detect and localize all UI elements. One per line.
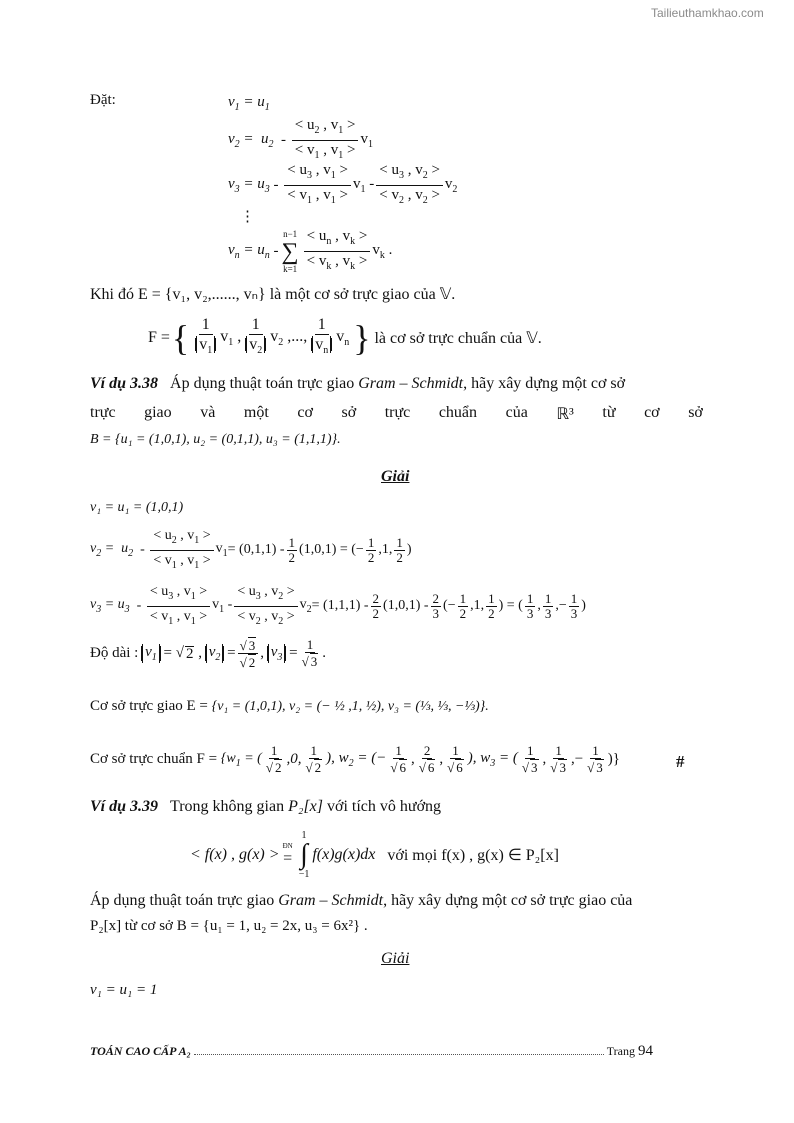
example-338-line1: Ví dụ 3.38 Áp dụng thuật toán trực giao Gram – Schmidt, hãy xây dựng một cơ sở [90,375,626,392]
sol-v3: $v_3 = u_3$ - $\frac{< u_3 , v_1 >}{< v_1 , v_1 >}$ $v_1$ - $\frac{< u_3 , v_2 >}{< v_2 , v_2 >}$ $v_2$ = (1,1,1) - $\frac{2}{2}$ (1,0,1) - $\frac{2}{3}$ (− $\frac{1}{2}$ ,1, $\frac{1}{2}$ ) = ( $\frac{1}{3}$ , $\frac{1}{3}$ ,− $\frac{1}{3}$ ) [90,584,586,627]
solution-title-1: Giải [381,468,410,485]
example-338-basis: B = {u₁ = (1,0,1), u₂ = (0,1,1), u₃ = (1,1,1)}. [90,432,341,447]
orthonormal-basis-line: Cơ sở trực chuẩn F = {$w_1$ = ( $\frac{1}{√ 2}$ ,0, $\frac{1}{√ 2}$ ), $w_2$ = (− $\frac{1}{√ 6}$ , $\frac{2}{√ 6}$ , $\frac{1}{√ 6}$ ), $w_3$ = ( $\frac{1}{√ 3}$ , $\frac{1}{√ 3}$ ,− $\frac{1}{√ 3}$ )} [90,743,620,775]
footer-page-label: Trang [606,1044,635,1058]
example-339-line2: Áp dụng thuật toán trực giao Gram – Schmidt, hãy xây dựng một cơ sở trực giao của [90,892,633,909]
footer-dotted-line [194,1054,604,1055]
inner-product-definition: < f(x) , g(x) > ĐN = 1 ∫ −1 f(x)g(x)dx với mọi f(x) , g(x) ∈ P₂[x] [190,830,559,880]
orthonormal-general: F = { $\frac{1}{v_1}$ $v_1$ , $\frac{1}{v_2}$ $v_2$ ,..., $\frac{1}{v_n}$ $v_n$ } là cơ sở trực chuẩn của 𝕍. [148,316,542,358]
khi-do-line: Khi đó E = {v₁, v₂,......, vₙ} là một cơ sở trực giao của 𝕍. [90,286,456,303]
footer-title: TOÁN CAO CẤP A₂ [90,1044,191,1058]
solution-title-2: Giải [381,950,410,967]
watermark-text: Tailieuthamkhao.com [651,6,764,20]
end-mark: # [676,752,685,771]
example-338-line2: trực giao và một cơ sở trực chuẩn của ℝ³ từ cơ sở [90,404,703,423]
lengths-line: Độ dài : $v_1$ = √ 2 , $v_2$ = $\frac{√ 3}{√ 2}$ , $v_3$ = $\frac{1}{√ 3}$ . [90,637,327,670]
formula-v1: $v_1 = u_1$ [228,94,270,113]
formula-v3: $v_3 = u_3$ - $\frac{< u_3 , v_1 >}{< v_1 , v_1 >}$ $v_1$ - $\frac{< u_3 , v_2 >}{< v_2 , v_2 >}$ $v_2$ [228,162,458,206]
example-338-label: Ví dụ 3.38 [90,375,159,392]
formula-v2: $v_2 = u_2$ - $\frac{< u_2 , v_1 >}{< v_1 , v_1 >}$ $v_1$ [228,117,373,161]
footer-page-number: 94 [638,1043,653,1059]
vdots: ⋮ [240,209,255,225]
dat-label: Đặt: [90,92,116,108]
footer [90,1043,653,1060]
example-339-line1: Ví dụ 3.39 Trong không gian P₂[x] với tích vô hướng [90,798,442,815]
formula-vn: $v_n = u_n$ - n−1 ∑ k=1 $\frac{< u_n , v_k >}{< v_k , v_k >}$ $v_k$ . [228,228,393,274]
sol2-v1: v₁ = u₁ = 1 [90,982,158,998]
sol-v1: v₁ = u₁ = (1,0,1) [90,500,184,515]
orthogonal-basis-line: Cơ sở trực giao E = {v₁ = (1,0,1), v₂ = (− ½ ,1, ½), v₃ = (⅓, ⅓, −⅓)}. [90,698,489,714]
sol-v2: $v_2 = u_2$ - $\frac{< u_2 , v_1 >}{< v_1 , v_1 >}$ $v_1$ = (0,1,1) - $\frac{1}{2}$ (1,0,1) = (− $\frac{1}{2}$ ,1, $\frac{1}{2}$ ) [90,528,412,571]
example-339-line3: P₂[x] từ cơ sở B = {u₁ = 1, u₂ = 2x, u₃ = 6x²} . [90,918,368,934]
example-339-label: Ví dụ 3.39 [90,798,159,815]
